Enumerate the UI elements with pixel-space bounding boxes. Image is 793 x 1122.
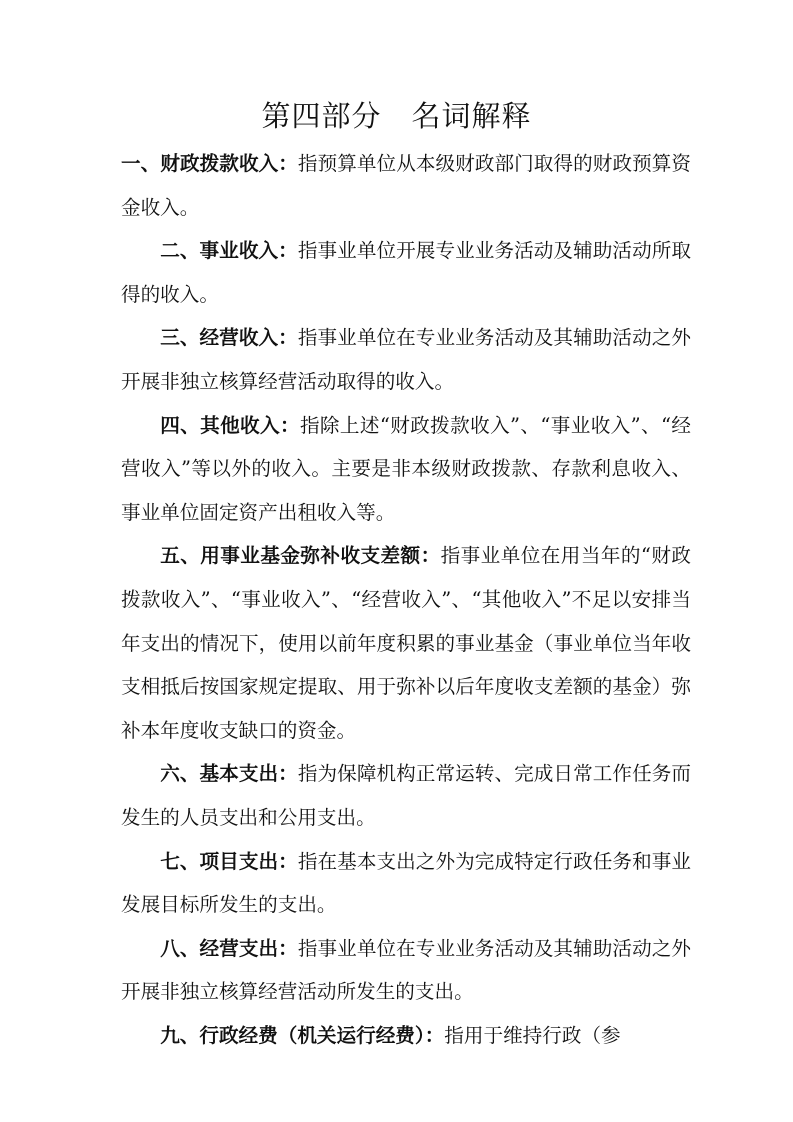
definition-paragraph xyxy=(121,534,691,752)
definition-term: 一、财政拨款收入： xyxy=(121,152,298,175)
title-name: 名词解释 xyxy=(411,99,532,133)
definition-term: 八、经营支出： xyxy=(160,936,298,960)
definition-text: 指事业单位在用当年的“财政拨款收入”、“事业收入”、“经营收入”、“其他收入”不足以安排当年支出的情况下，使用以前年度积累的事业基金（事业单位当年收支相抵后按国家规定提取、用于弥补以后年度收支差额的基金）弥补本年度收支缺口的资金。 xyxy=(121,544,691,742)
definitions-body xyxy=(121,142,691,1057)
definition-text: 指预算单位从本级财政部门取得的财政预算资金收入。 xyxy=(121,152,692,219)
definition-text: 指用于维持行政（参 xyxy=(444,1023,621,1047)
definition-term: 三、经营收入： xyxy=(160,326,298,350)
definition-text: 指事业单位在专业业务活动及其辅助活动之外开展非独立核算经营活动取得的收入。 xyxy=(121,326,692,393)
definition-term: 二、事业收入： xyxy=(160,239,298,263)
definition-text: 指除上述“财政拨款收入”、“事业收入”、“经营收入”等以外的收入。主要是非本级财政拨款、存款利息收入、事业单位固定资产出租收入等。 xyxy=(121,413,691,524)
definition-paragraph xyxy=(121,927,691,1014)
title-part: 第四部分 xyxy=(261,99,382,133)
definition-paragraph xyxy=(121,142,691,229)
definition-term: 六、基本支出： xyxy=(160,762,298,786)
definition-text: 指在基本支出之外为完成特定行政任务和事业发展目标所发生的支出。 xyxy=(121,849,692,917)
definition-term: 九、行政经费（机关运行经费）： xyxy=(160,1023,445,1047)
definition-text: 指事业单位在专业业务活动及其辅助活动之外开展非独立核算经营活动所发生的支出。 xyxy=(121,936,692,1004)
definition-paragraph xyxy=(121,840,691,927)
page-title xyxy=(0,96,793,136)
definition-text: 指为保障机构正常运转、完成日常工作任务而发生的人员支出和公用支出。 xyxy=(121,762,692,829)
definition-term: 七、项目支出： xyxy=(160,849,298,873)
definition-text: 指事业单位开展专业业务活动及辅助活动所取得的收入。 xyxy=(121,239,692,306)
definition-paragraph xyxy=(121,316,691,403)
definition-paragraph xyxy=(121,229,691,316)
definition-paragraph xyxy=(121,1014,691,1058)
definition-term: 四、其他收入： xyxy=(160,413,300,437)
definition-paragraph xyxy=(121,752,691,839)
definition-term: 五、用事业基金弥补收支差额： xyxy=(160,544,441,568)
definition-paragraph xyxy=(121,404,691,535)
